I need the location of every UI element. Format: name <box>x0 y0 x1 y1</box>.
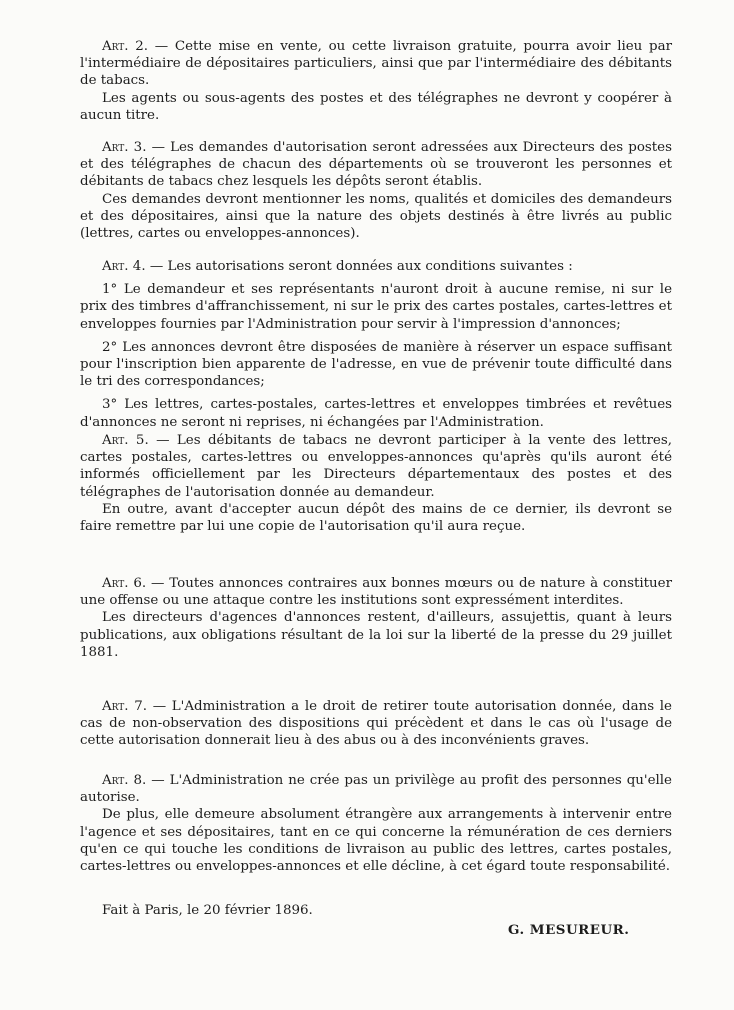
article-3-para-1 <box>80 139 672 191</box>
article-7 <box>80 698 672 750</box>
article-4-intro <box>80 258 672 275</box>
article-8-label: Art. 8. <box>102 773 147 788</box>
article-2-label: Art. 2. <box>102 39 149 54</box>
article-2-para-1 <box>80 38 672 90</box>
article-8-text-2: De plus, elle demeure absolument étrangère aux arrangements à intervenir entre l'agence et ses dépositaires, tant en ce qui concerne la rémunération de ces derniers qu'en ce qui touche les conditions de livraison au public des lettres, cartes postales, cartes-lettres ou enveloppes-annonces et elle décline, à cet égard toute responsabilité. <box>80 807 672 875</box>
article-8-text-1: — L'Administration ne crée pas un privilège au profit des personnes qu'elle autorise. <box>80 773 672 806</box>
article-2-text-2: Les agents ou sous-agents des postes et des télégraphes ne devront y coopérer à aucun titre. <box>80 90 672 123</box>
article-6 <box>80 575 672 661</box>
article-4-condition-3: 3° Les lettres, cartes-postales, cartes-lettres et enveloppes timbrées et revêtues d'annonces ne seront ni reprises, ni échangées par l'Administration. <box>80 397 672 430</box>
article-3-label: Art. 3. <box>102 140 147 155</box>
article-6-para-1 <box>80 575 672 609</box>
article-5 <box>80 432 672 535</box>
article-4-condition-1: 1° Le demandeur et ses représentants n'auront droit à aucune remise, ni sur le prix des timbres d'affranchissement, ni sur le prix des cartes postales, cartes-lettres et enveloppes fournies par l'Administration pour servir à l'impression d'annonces; <box>80 282 672 332</box>
article-8-para-1 <box>80 772 672 806</box>
article-6-text-1: — Toutes annonces contraires aux bonnes mœurs ou de nature à constituer une offense ou une attaque contre les institutions sont expressément interdites. <box>80 576 672 609</box>
article-7-text-1: — L'Administration a le droit de retirer toute autorisation donnée, dans le cas de non-observation des dispositions qui précèdent et dans le cas où l'usage de cette autorisation donnerait lieu à des abus ou à des inconvénients graves. <box>80 699 672 749</box>
article-8 <box>80 772 672 875</box>
document-date: Fait à Paris, le 20 février 1896. <box>102 903 313 918</box>
article-6-text-2: Les directeurs d'agences d'annonces restent, d'ailleurs, assujettis, quant à leurs publications, aux obligations résultant de la loi sur la liberté de la presse du 29 juillet 1881. <box>80 610 672 660</box>
article-3-text-1: — Les demandes d'autorisation seront adressées aux Directeurs des postes et des télégraphes de chacun des départements où se trouveront les personnes et débitants de tabacs chez lesquels les dépôts seront établis. <box>80 140 672 190</box>
signature: G. MESUREUR. <box>508 922 630 938</box>
article-7-label: Art. 7. <box>102 699 148 714</box>
article-3 <box>80 139 672 242</box>
article-4-intro-text: — Les autorisations seront données aux conditions suivantes : <box>149 259 573 274</box>
article-6-label: Art. 6. <box>102 576 147 591</box>
article-5-para-1 <box>80 432 672 501</box>
article-7-para-1 <box>80 698 672 750</box>
article-4 <box>80 258 672 431</box>
article-2 <box>80 38 672 124</box>
article-5-label: Art. 5. <box>102 433 149 448</box>
article-4-condition-2: 2° Les annonces devront être disposées de manière à réserver un espace suffisant pour l'inscription bien apparente de l'adresse, en vue de prévenir toute difficulté dans le tri des correspondances; <box>80 339 672 390</box>
article-4-label: Art. 4. <box>102 259 146 274</box>
article-5-text-2: En outre, avant d'accepter aucun dépôt des mains de ce dernier, ils devront se faire remettre par lui une copie de l'autorisation qu'il aura reçue. <box>80 501 672 535</box>
article-2-text-1: — Cette mise en vente, ou cette livraison gratuite, pourra avoir lieu par l'intermédiaire de dépositaires particuliers, ainsi que par l'intermédiaire des débitants de tabacs. <box>80 39 672 89</box>
article-3-text-2: Ces demandes devront mentionner les noms, qualités et domiciles des demandeurs et des dépositaires, ainsi que la nature des objets destinés à être livrés au public (lettres, cartes ou enveloppes-annonces). <box>80 191 672 242</box>
article-5-text-1: — Les débitants de tabacs ne devront participer à la vente des lettres, cartes postales, cartes-lettres ou enveloppes-annonces qu'après qu'ils auront été informés officiellement par les Directeurs départementaux des postes et des télégraphes de l'autorisation donnée au demandeur. <box>80 433 672 500</box>
